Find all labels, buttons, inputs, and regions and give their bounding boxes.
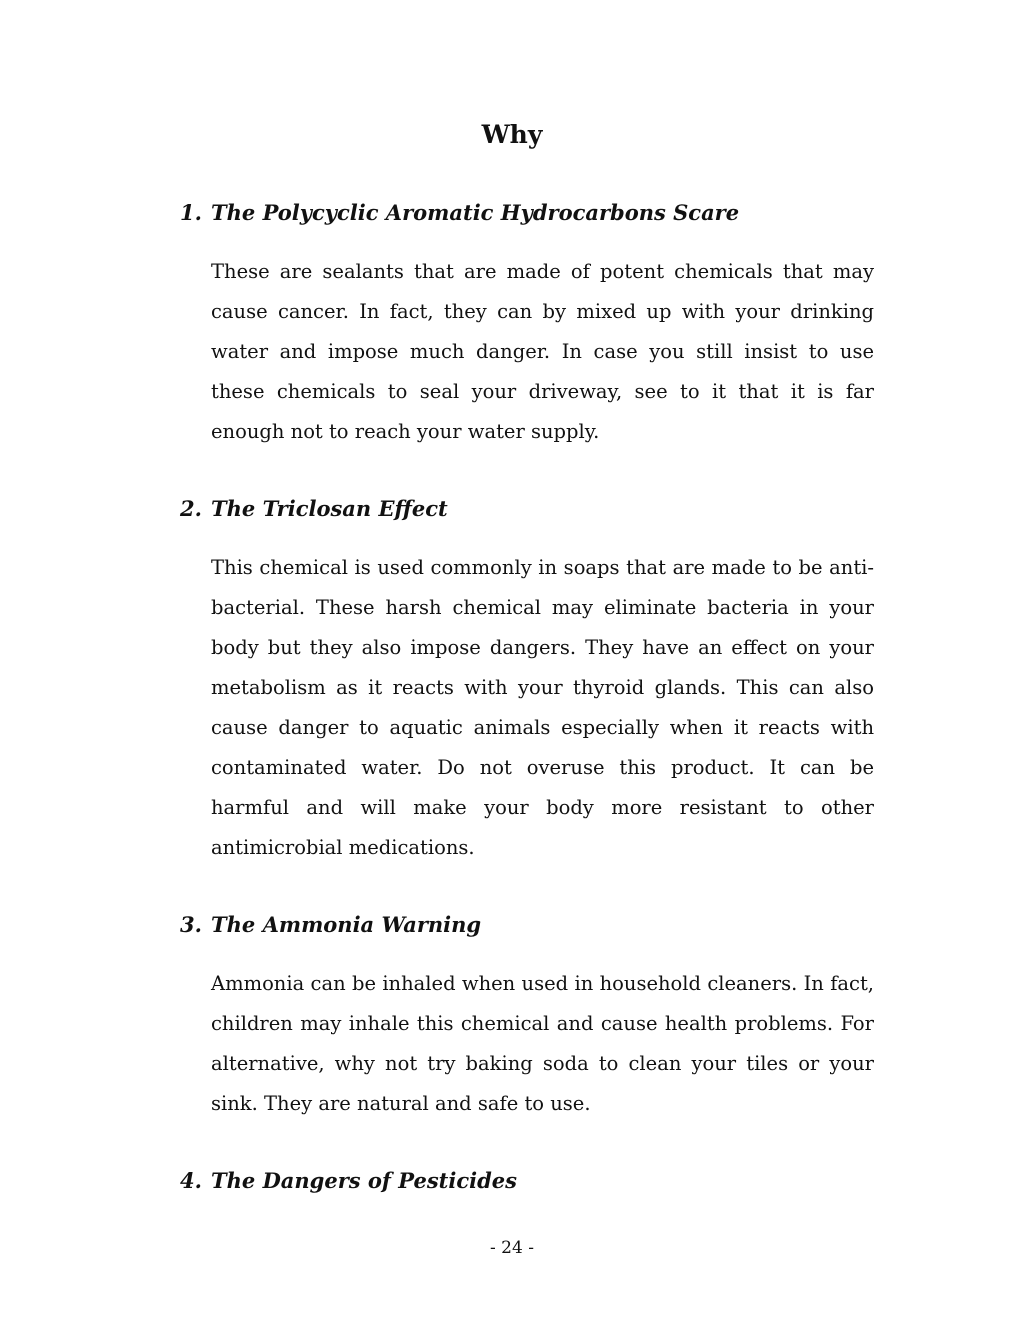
section-body [211, 964, 874, 1124]
page-number: - 24 - [490, 1238, 534, 1258]
section-heading [180, 198, 874, 228]
section-title: The Triclosan Effect [211, 496, 448, 521]
section-paragraph: Ammonia can be inhaled when used in household cleaners. In fact, children may inhale this chemical and cause health problems. For alternative, why not try baking soda to clean your tiles or your sink. They are natural and safe to use. [211, 972, 874, 1115]
section-number: 1. [180, 200, 202, 225]
section-3 [180, 910, 874, 1124]
section-title: The Polycyclic Aromatic Hydrocarbons Scare [211, 200, 740, 225]
section-number: 3. [180, 912, 202, 937]
page-title: Why [481, 120, 543, 149]
section-body [211, 252, 874, 452]
section-heading [180, 910, 874, 940]
section-number: 2. [180, 496, 202, 521]
section-paragraph: This chemical is used commonly in soaps that are made to be anti-bacterial. These harsh chemical may eliminate bacteria in your body but they also impose dangers. They have an effect on your metabolism as it reacts with your thyroid glands. This can also cause danger to aquatic animals especially when it reacts with contaminated water. Do not overuse this product. It can be harmful and will make your body more resistant to other antimicrobial medications. [211, 556, 874, 859]
section-4 [180, 1166, 874, 1196]
section-heading [180, 494, 874, 524]
section-body [211, 548, 874, 868]
section-paragraph: These are sealants that are made of potent chemicals that may cause cancer. In fact, they can by mixed up with your drinking water and impose much danger. In case you still insist to use these chemicals to seal your driveway, see to it that it is far enough not to reach your water supply. [211, 260, 874, 443]
section-2 [180, 494, 874, 868]
section-number: 4. [180, 1168, 202, 1193]
section-heading [180, 1166, 874, 1196]
section-title: The Ammonia Warning [211, 912, 482, 937]
section-1 [180, 198, 874, 452]
section-title: The Dangers of Pesticides [211, 1168, 517, 1193]
